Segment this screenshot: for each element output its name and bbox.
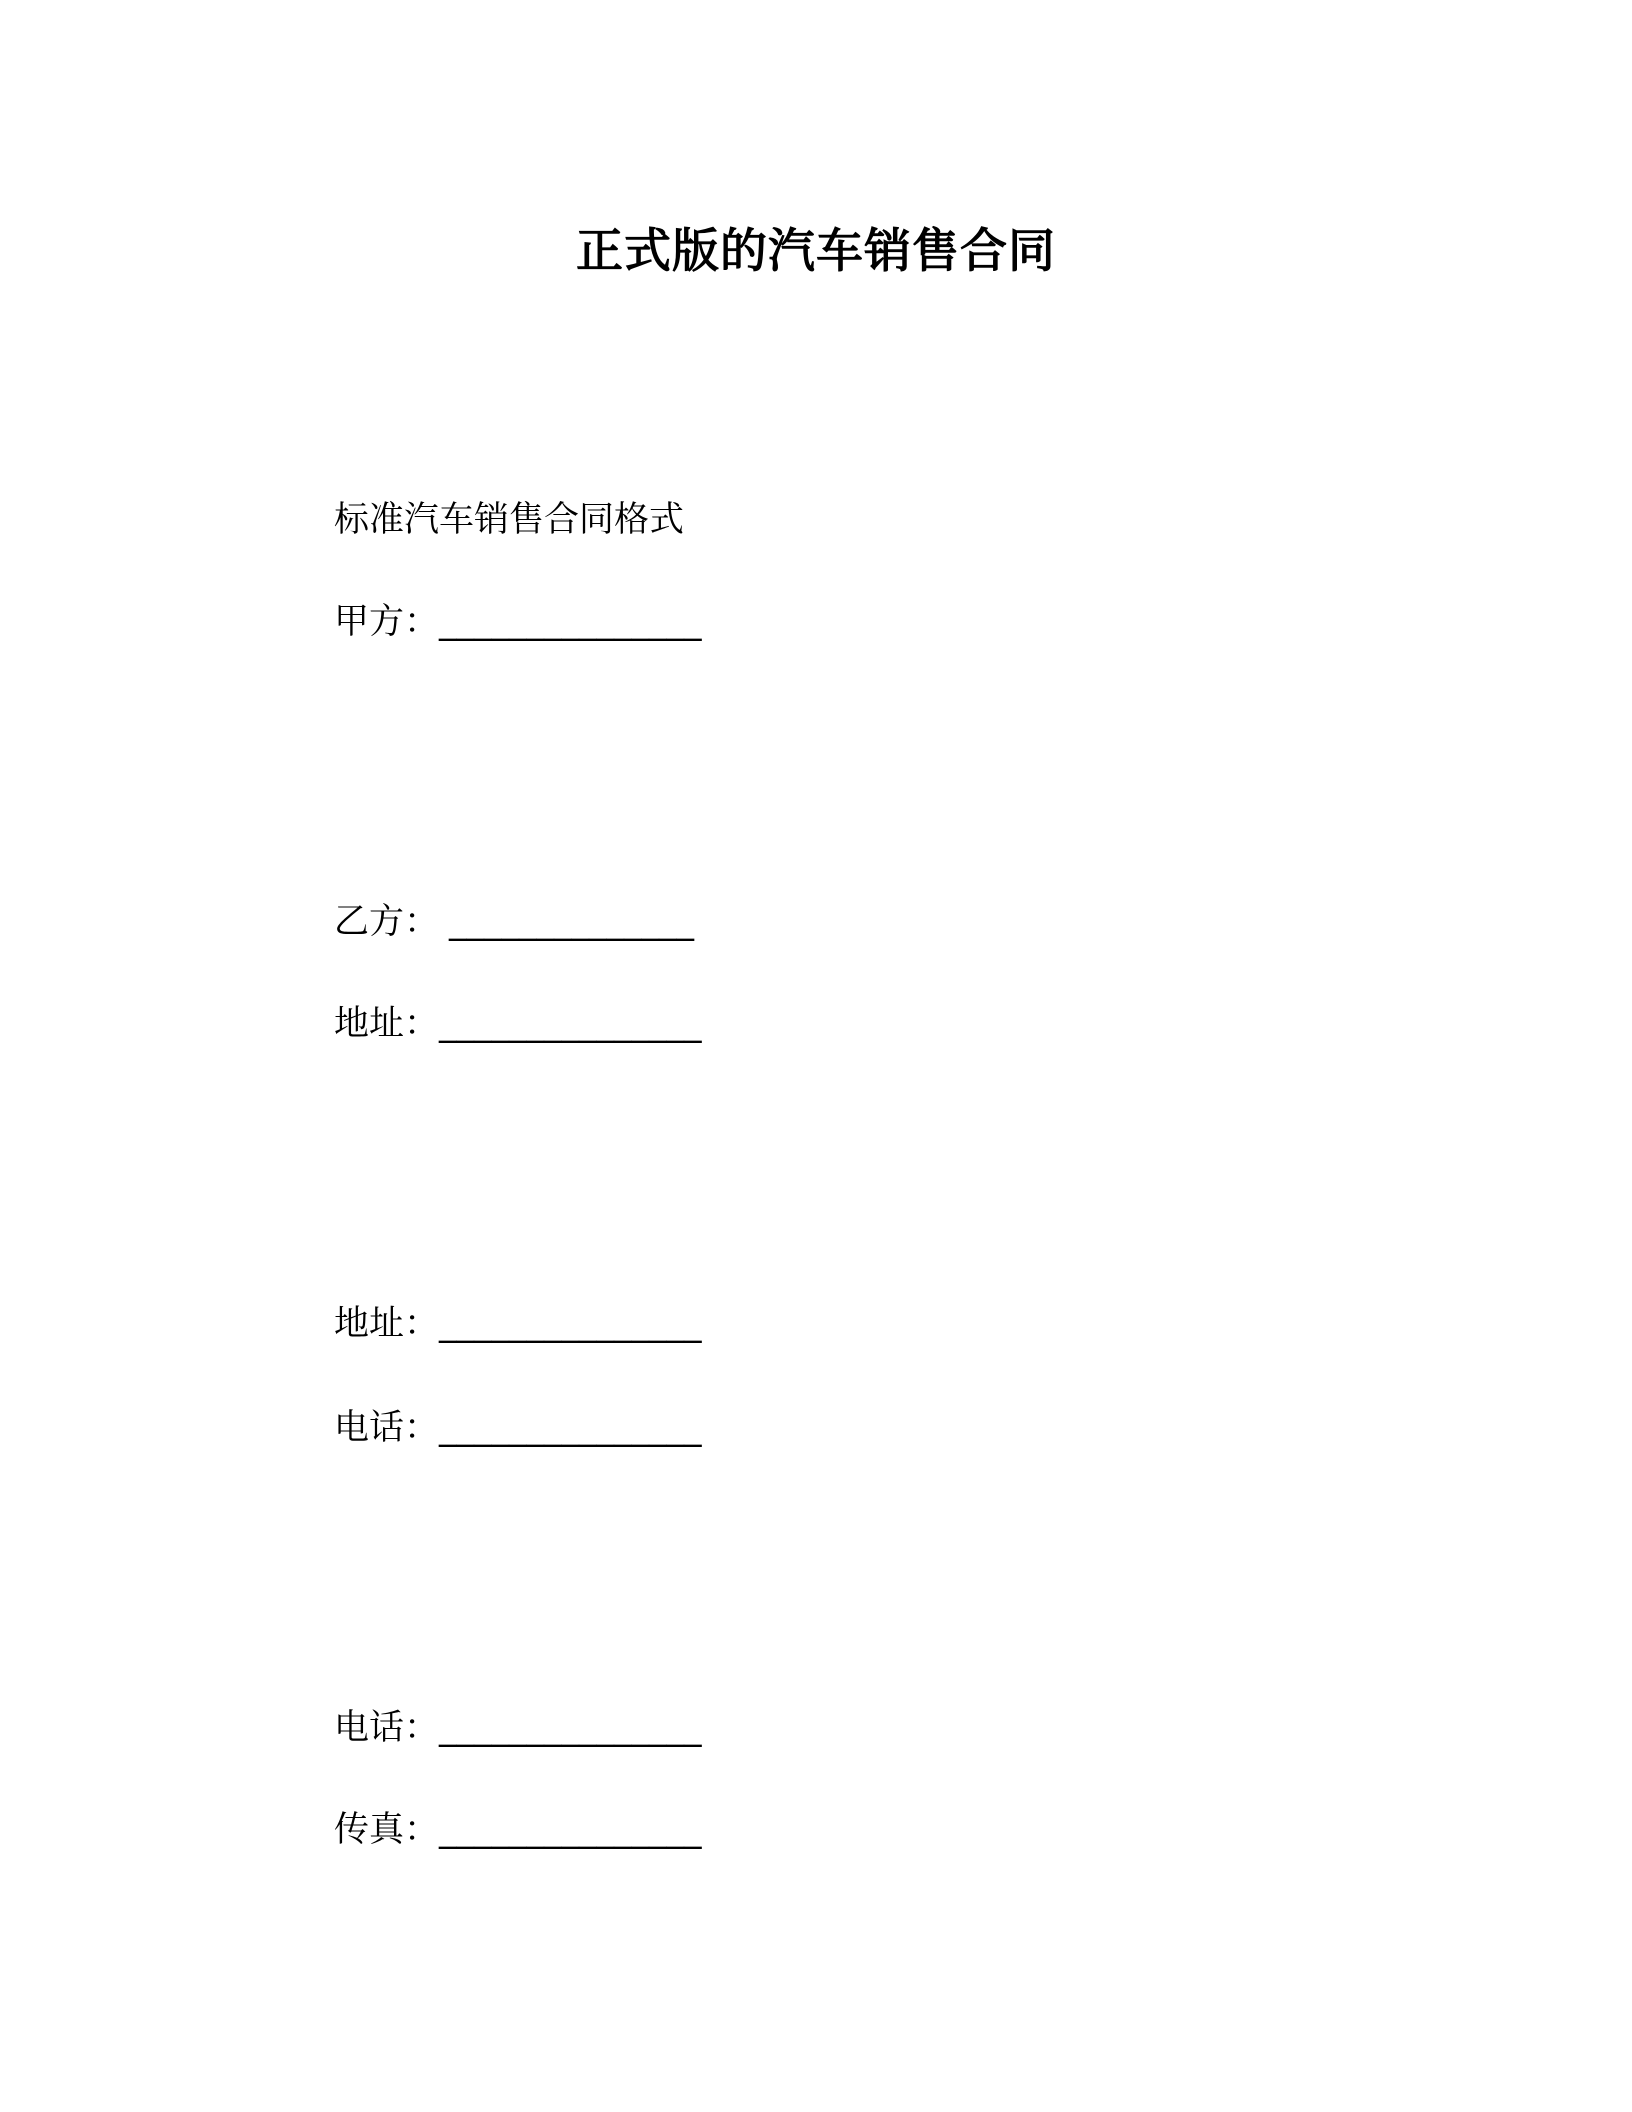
address-blank-1: _______________: [439, 1004, 702, 1044]
phone-line-2: [334, 1706, 702, 1750]
fax-line: [334, 1808, 702, 1852]
phone-label-2: 电话：: [334, 1708, 440, 1748]
party-b-blank: ______________: [449, 902, 695, 942]
phone-blank-2: _______________: [439, 1708, 702, 1748]
phone-label-1: 电话：: [334, 1408, 440, 1448]
address-label-2: 地址：: [334, 1304, 440, 1344]
address-blank-2: _______________: [439, 1304, 702, 1344]
address-label-1: 地址：: [334, 1004, 440, 1044]
party-b-label: 乙方：: [334, 902, 440, 942]
fax-blank: _______________: [439, 1810, 702, 1850]
party-b-line: [334, 900, 694, 944]
party-a-line: [334, 600, 702, 644]
fax-label: 传真：: [334, 1810, 440, 1850]
phone-line-1: [334, 1406, 702, 1450]
address-line-2: [334, 1302, 702, 1346]
party-a-blank: _______________: [439, 602, 702, 642]
party-a-label: 甲方：: [334, 602, 440, 642]
phone-blank-1: _______________: [439, 1408, 702, 1448]
document-title: 正式版的汽车销售合同: [576, 224, 1056, 279]
document-subtitle: 标准汽车销售合同格式: [334, 500, 685, 540]
address-line-1: [334, 1002, 702, 1046]
